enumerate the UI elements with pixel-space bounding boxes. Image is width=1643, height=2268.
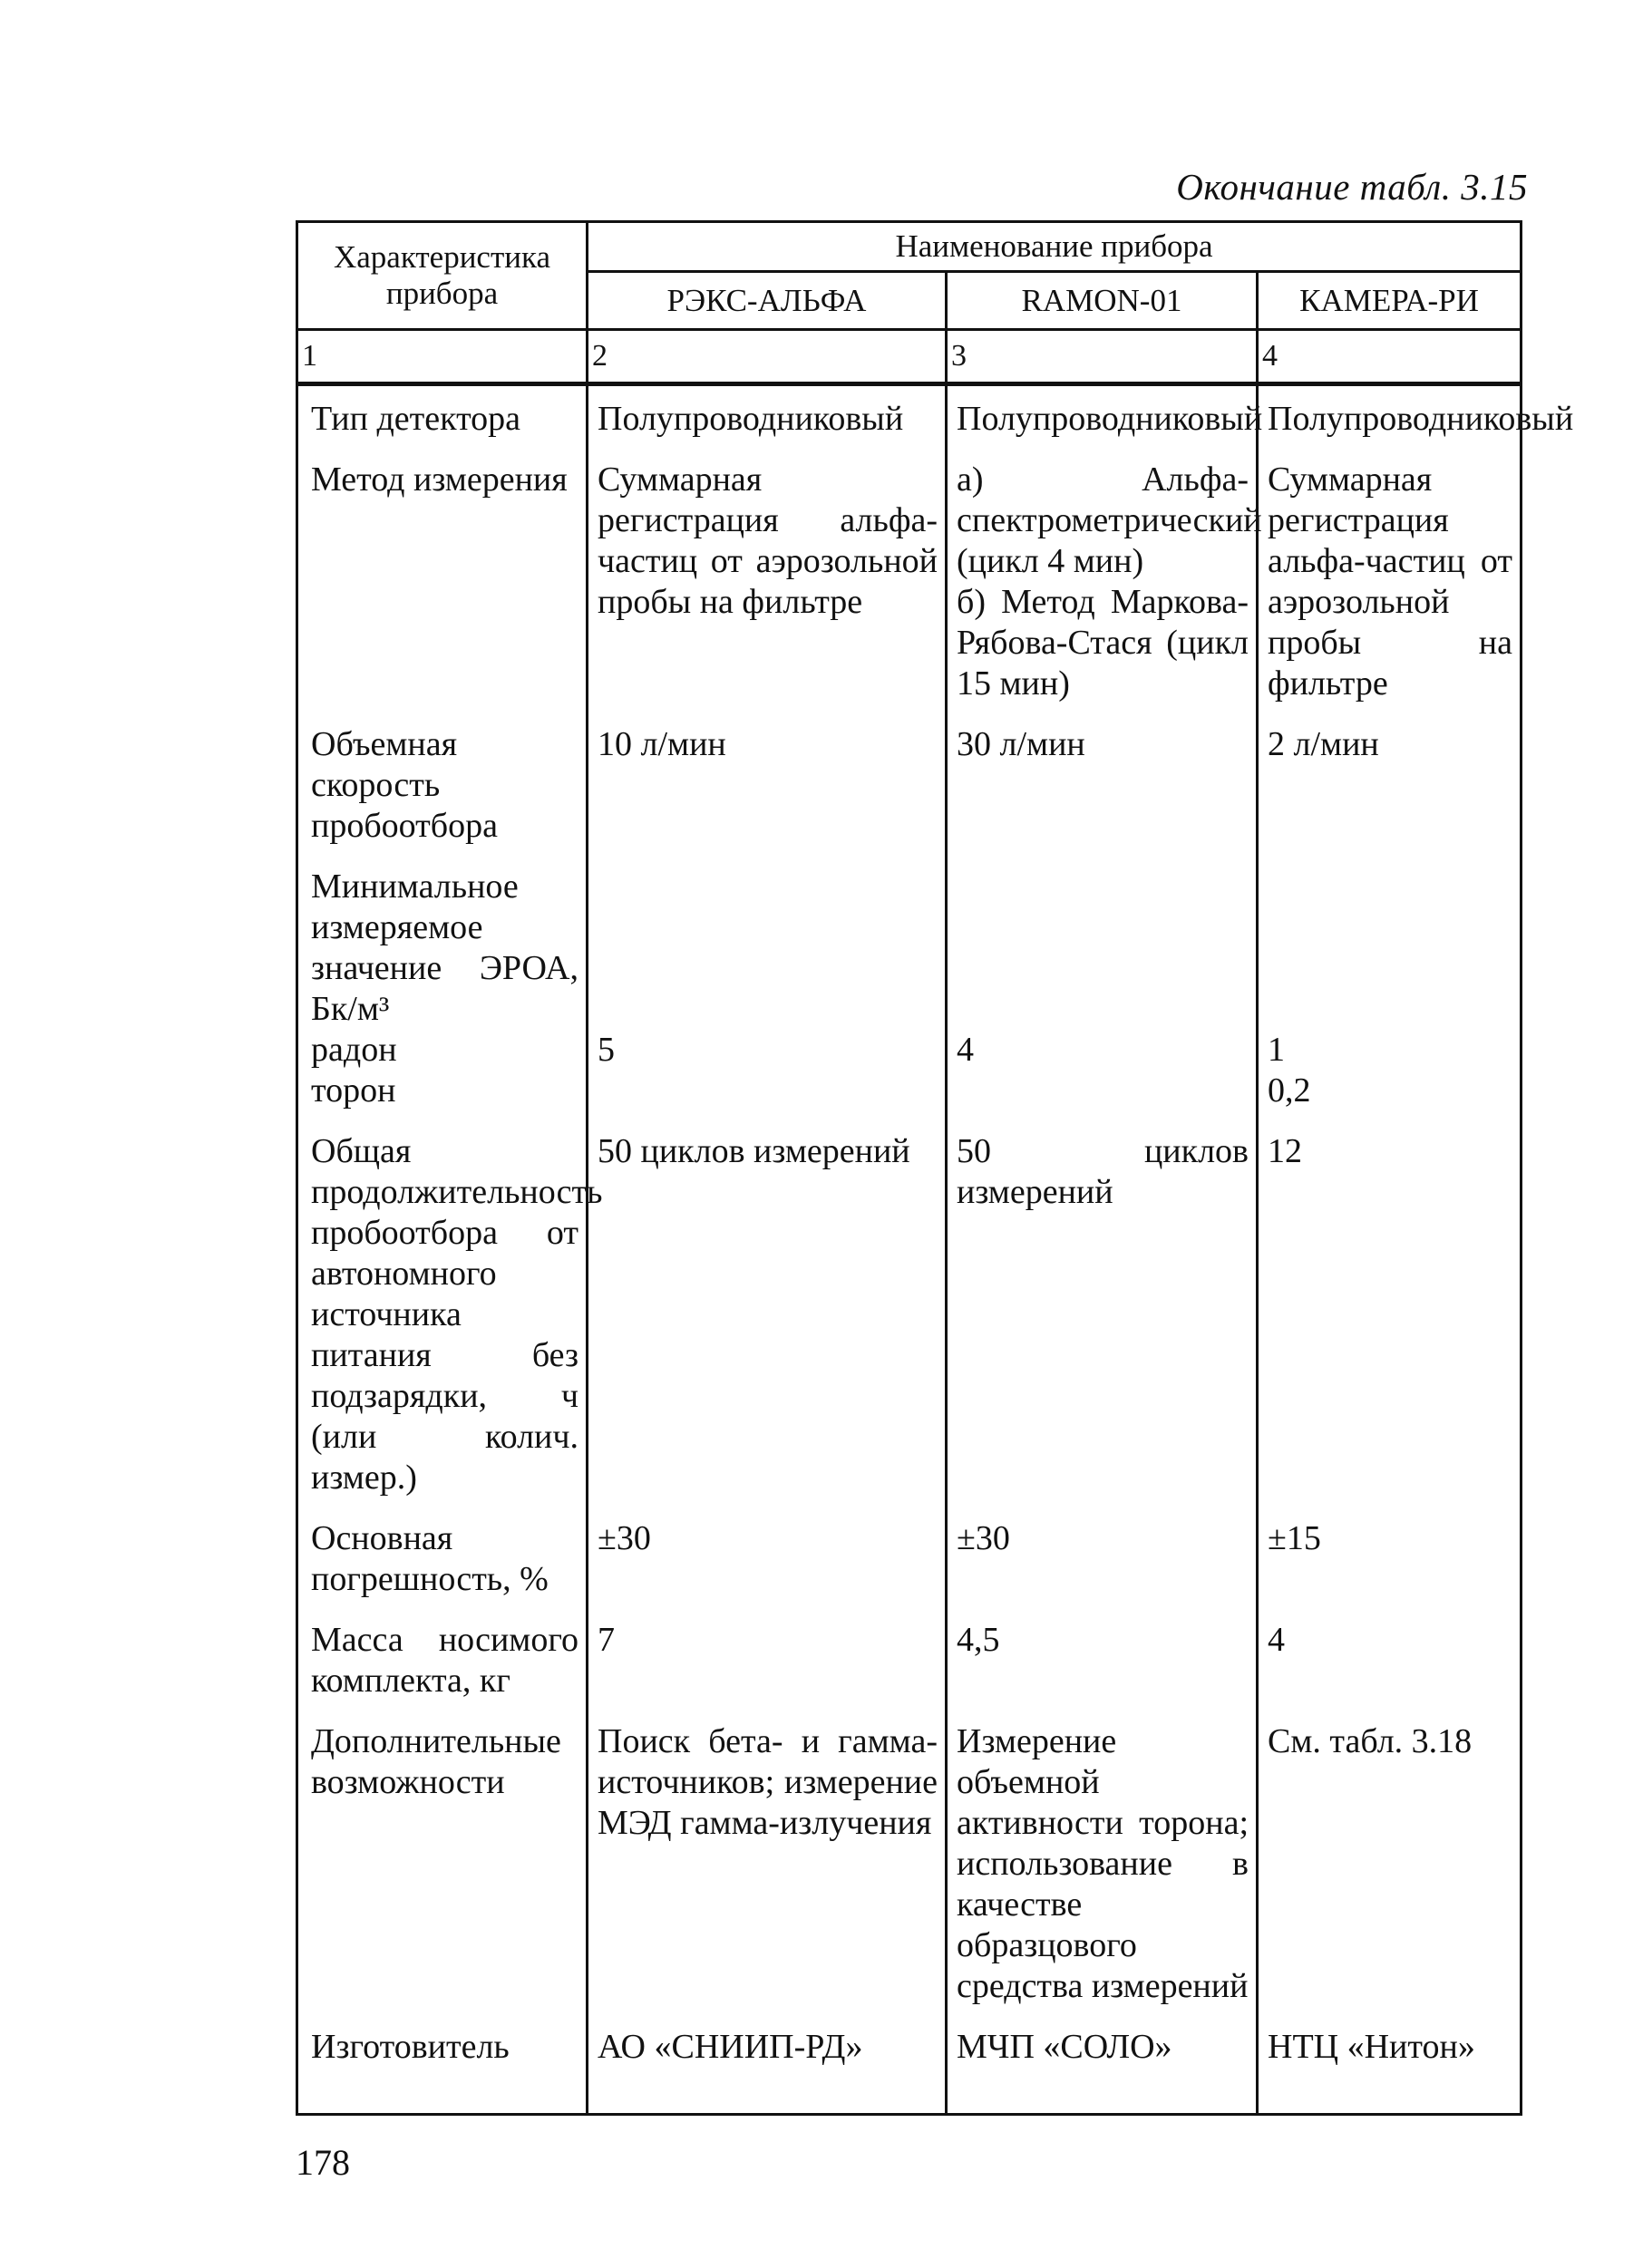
- cell-error-kamera: ±15: [1258, 1518, 1521, 1620]
- cell-mass-kamera: 4: [1258, 1620, 1521, 1721]
- table-row: [297, 1071, 1521, 1131]
- cell-flow-kamera: 2 л/мин: [1258, 724, 1521, 867]
- cell-duration-ramon: 50 циклов измерений: [947, 1131, 1258, 1518]
- cell-mass-reks: 7: [588, 1620, 947, 1721]
- header-device-group: Наименование прибора: [588, 222, 1521, 272]
- table-row: [297, 1131, 1521, 1518]
- cell-thoron-kamera: 0,2: [1258, 1071, 1521, 1131]
- cell-method-ramon: [947, 460, 1262, 724]
- cell-detector-kamera: Полупроводниковый: [1258, 384, 1521, 460]
- row-label-detector: Тип детектора: [297, 384, 588, 460]
- cell-extra-ramon: Измерение объемной активности торона; использование в качестве образцового средства измерений: [947, 1721, 1258, 2027]
- table-row: [297, 724, 1521, 867]
- table-row: [297, 1030, 1521, 1071]
- row-label-thoron: торон: [297, 1071, 588, 1131]
- table-row: [297, 460, 1521, 724]
- row-label-mass: Масса носимого комплекта, кг: [297, 1620, 588, 1721]
- row-label-duration: Общая продолжительность пробоотбора от автономного источника питания без подзарядки, ч (или колич. измер.): [297, 1131, 588, 1518]
- cell-error-ramon: ±30: [947, 1518, 1258, 1620]
- column-number: 1: [297, 330, 588, 384]
- cell-duration-kamera: 12: [1258, 1131, 1521, 1518]
- column-number: 4: [1258, 330, 1521, 384]
- table-row: [297, 867, 1521, 1030]
- cell-radon-ramon: 4: [947, 1030, 1258, 1071]
- cell-method-reks: Суммарная регистрация альфа-частиц от аэрозольной пробы на фильтре: [588, 460, 947, 724]
- table-caption: Окончание табл. 3.15: [1176, 166, 1528, 208]
- column-number: 3: [947, 330, 1258, 384]
- table-row: [297, 1721, 1521, 2027]
- cell-flow-reks: 10 л/мин: [588, 724, 947, 867]
- cell-radon-kamera: 1: [1258, 1030, 1521, 1071]
- header-characteristic: Характеристика прибора: [297, 222, 588, 330]
- method-option-a: а) Альфа-спектрометрический (цикл 4 мин): [957, 460, 1262, 580]
- cell-detector-ramon: Полупроводниковый: [947, 384, 1258, 460]
- table-row: [297, 1620, 1521, 1721]
- cell-radon-reks: 5: [588, 1030, 947, 1071]
- header-device-reks-alfa: РЭКС-АЛЬФА: [588, 272, 947, 330]
- cell-error-reks: ±30: [588, 1518, 947, 1620]
- cell-extra-reks: Поиск бета- и гамма-источников; измерение МЭД гамма-излучения: [588, 1721, 947, 2027]
- row-label-min-value: Минимальное измеряемое значение ЭРОА, Бк/м³: [297, 867, 588, 1030]
- cell-maker-kamera: НТЦ «Нитон»: [1258, 2027, 1521, 2115]
- column-number: 2: [588, 330, 947, 384]
- page-number: 178: [296, 2142, 350, 2183]
- row-label-method: Метод измерения: [297, 460, 588, 724]
- cell-detector-reks: Полупроводниковый: [588, 384, 947, 460]
- method-option-b: б) Метод Маркова-Рябова-Стася (цикл 15 мин): [957, 583, 1249, 703]
- table-row: [297, 1518, 1521, 1620]
- header-device-kamera-ri: КАМЕРА-РИ: [1258, 272, 1521, 330]
- cell-flow-ramon: 30 л/мин: [947, 724, 1258, 867]
- cell-method-kamera: Суммарная регистрация альфа-частиц от аэрозольной пробы на фильтре: [1258, 460, 1521, 724]
- cell-maker-ramon: МЧП «СОЛО»: [947, 2027, 1258, 2115]
- cell-duration-reks: 50 циклов измерений: [588, 1131, 947, 1518]
- row-label-maker: Изготовитель: [297, 2027, 588, 2115]
- table-row: [297, 384, 1521, 460]
- row-label-error: Основная погрешность, %: [297, 1518, 588, 1620]
- cell-maker-reks: АО «СНИИП-РД»: [588, 2027, 947, 2115]
- instrument-table: [296, 220, 1574, 2116]
- cell-extra-kamera: См. табл. 3.18: [1258, 1721, 1521, 2027]
- row-label-extra: Дополнительные возможности: [297, 1721, 588, 2027]
- row-label-radon: радон: [297, 1030, 588, 1071]
- table-row: [297, 2027, 1521, 2115]
- header-device-ramon-01: RAMON-01: [947, 272, 1258, 330]
- row-label-flow: Объемная скорость пробоотбора: [297, 724, 588, 867]
- cell-mass-ramon: 4,5: [947, 1620, 1258, 1721]
